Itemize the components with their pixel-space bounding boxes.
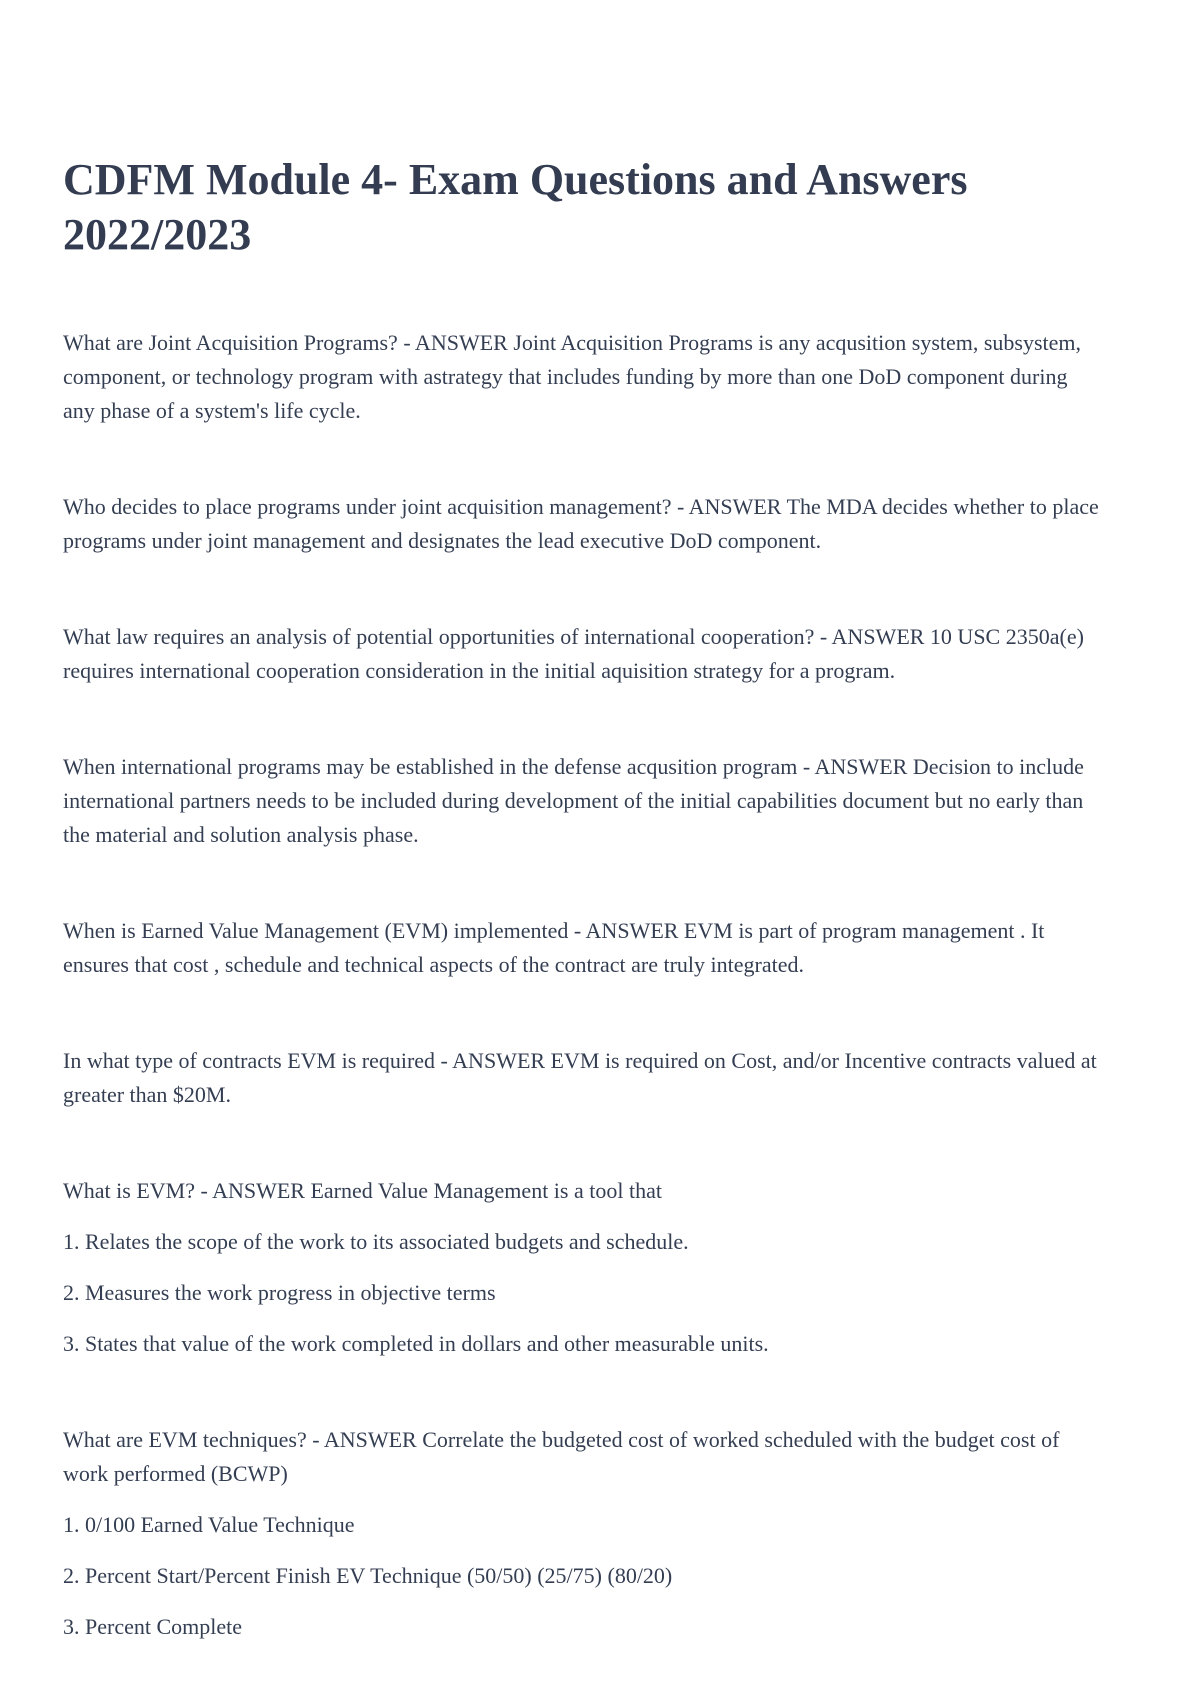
qa-paragraph: What are Joint Acquisition Programs? - ANSWER Joint Acquisition Programs is any acqusition system, subsystem, component, or technology program with astrategy that includes funding by more than one DoD component during any phase of a system's life cycle.	[63, 330, 1082, 423]
qa-paragraph: What law requires an analysis of potential opportunities of international cooperation? - ANSWER 10 USC 2350a(e) requires international cooperation consideration in the initial aquisition strategy for a program.	[63, 624, 1084, 683]
list-item: 2. Percent Start/Percent Finish EV Technique (50/50) (25/75) (80/20)	[63, 1563, 673, 1588]
qa-paragraph: Who decides to place programs under joint acquisition management? - ANSWER The MDA decides whether to place programs under joint management and designates the lead executive DoD component.	[63, 494, 1099, 553]
qa-paragraph: In what type of contracts EVM is required - ANSWER EVM is required on Cost, and/or Incentive contracts valued at greater than $20M.	[63, 1048, 1097, 1107]
document-body	[63, 326, 1103, 1644]
list-item: 2. Measures the work progress in objective terms	[63, 1280, 496, 1305]
qa-paragraph: What are EVM techniques? - ANSWER Correlate the budgeted cost of worked scheduled with the budget cost of work performed (BCWP)	[63, 1427, 1060, 1486]
qa-paragraph: When international programs may be established in the defense acqusition program - ANSWER Decision to include international partners needs to be included during development of the initial capabilities document but no early than the material and solution analysis phase.	[63, 754, 1084, 847]
list-item: 3. States that value of the work completed in dollars and other measurable units.	[63, 1331, 769, 1356]
qa-paragraph: When is Earned Value Management (EVM) implemented - ANSWER EVM is part of program management . It ensures that cost , schedule and technical aspects of the contract are truly integrated.	[63, 918, 1045, 977]
qa-paragraph: What is EVM? - ANSWER Earned Value Management is a tool that	[63, 1178, 662, 1203]
page-title: CDFM Module 4- Exam Questions and Answers 2022/2023	[63, 155, 968, 259]
list-item: 1. 0/100 Earned Value Technique	[63, 1512, 355, 1537]
list-item: 1. Relates the scope of the work to its associated budgets and schedule.	[63, 1229, 689, 1254]
list-item: 3. Percent Complete	[63, 1614, 243, 1639]
